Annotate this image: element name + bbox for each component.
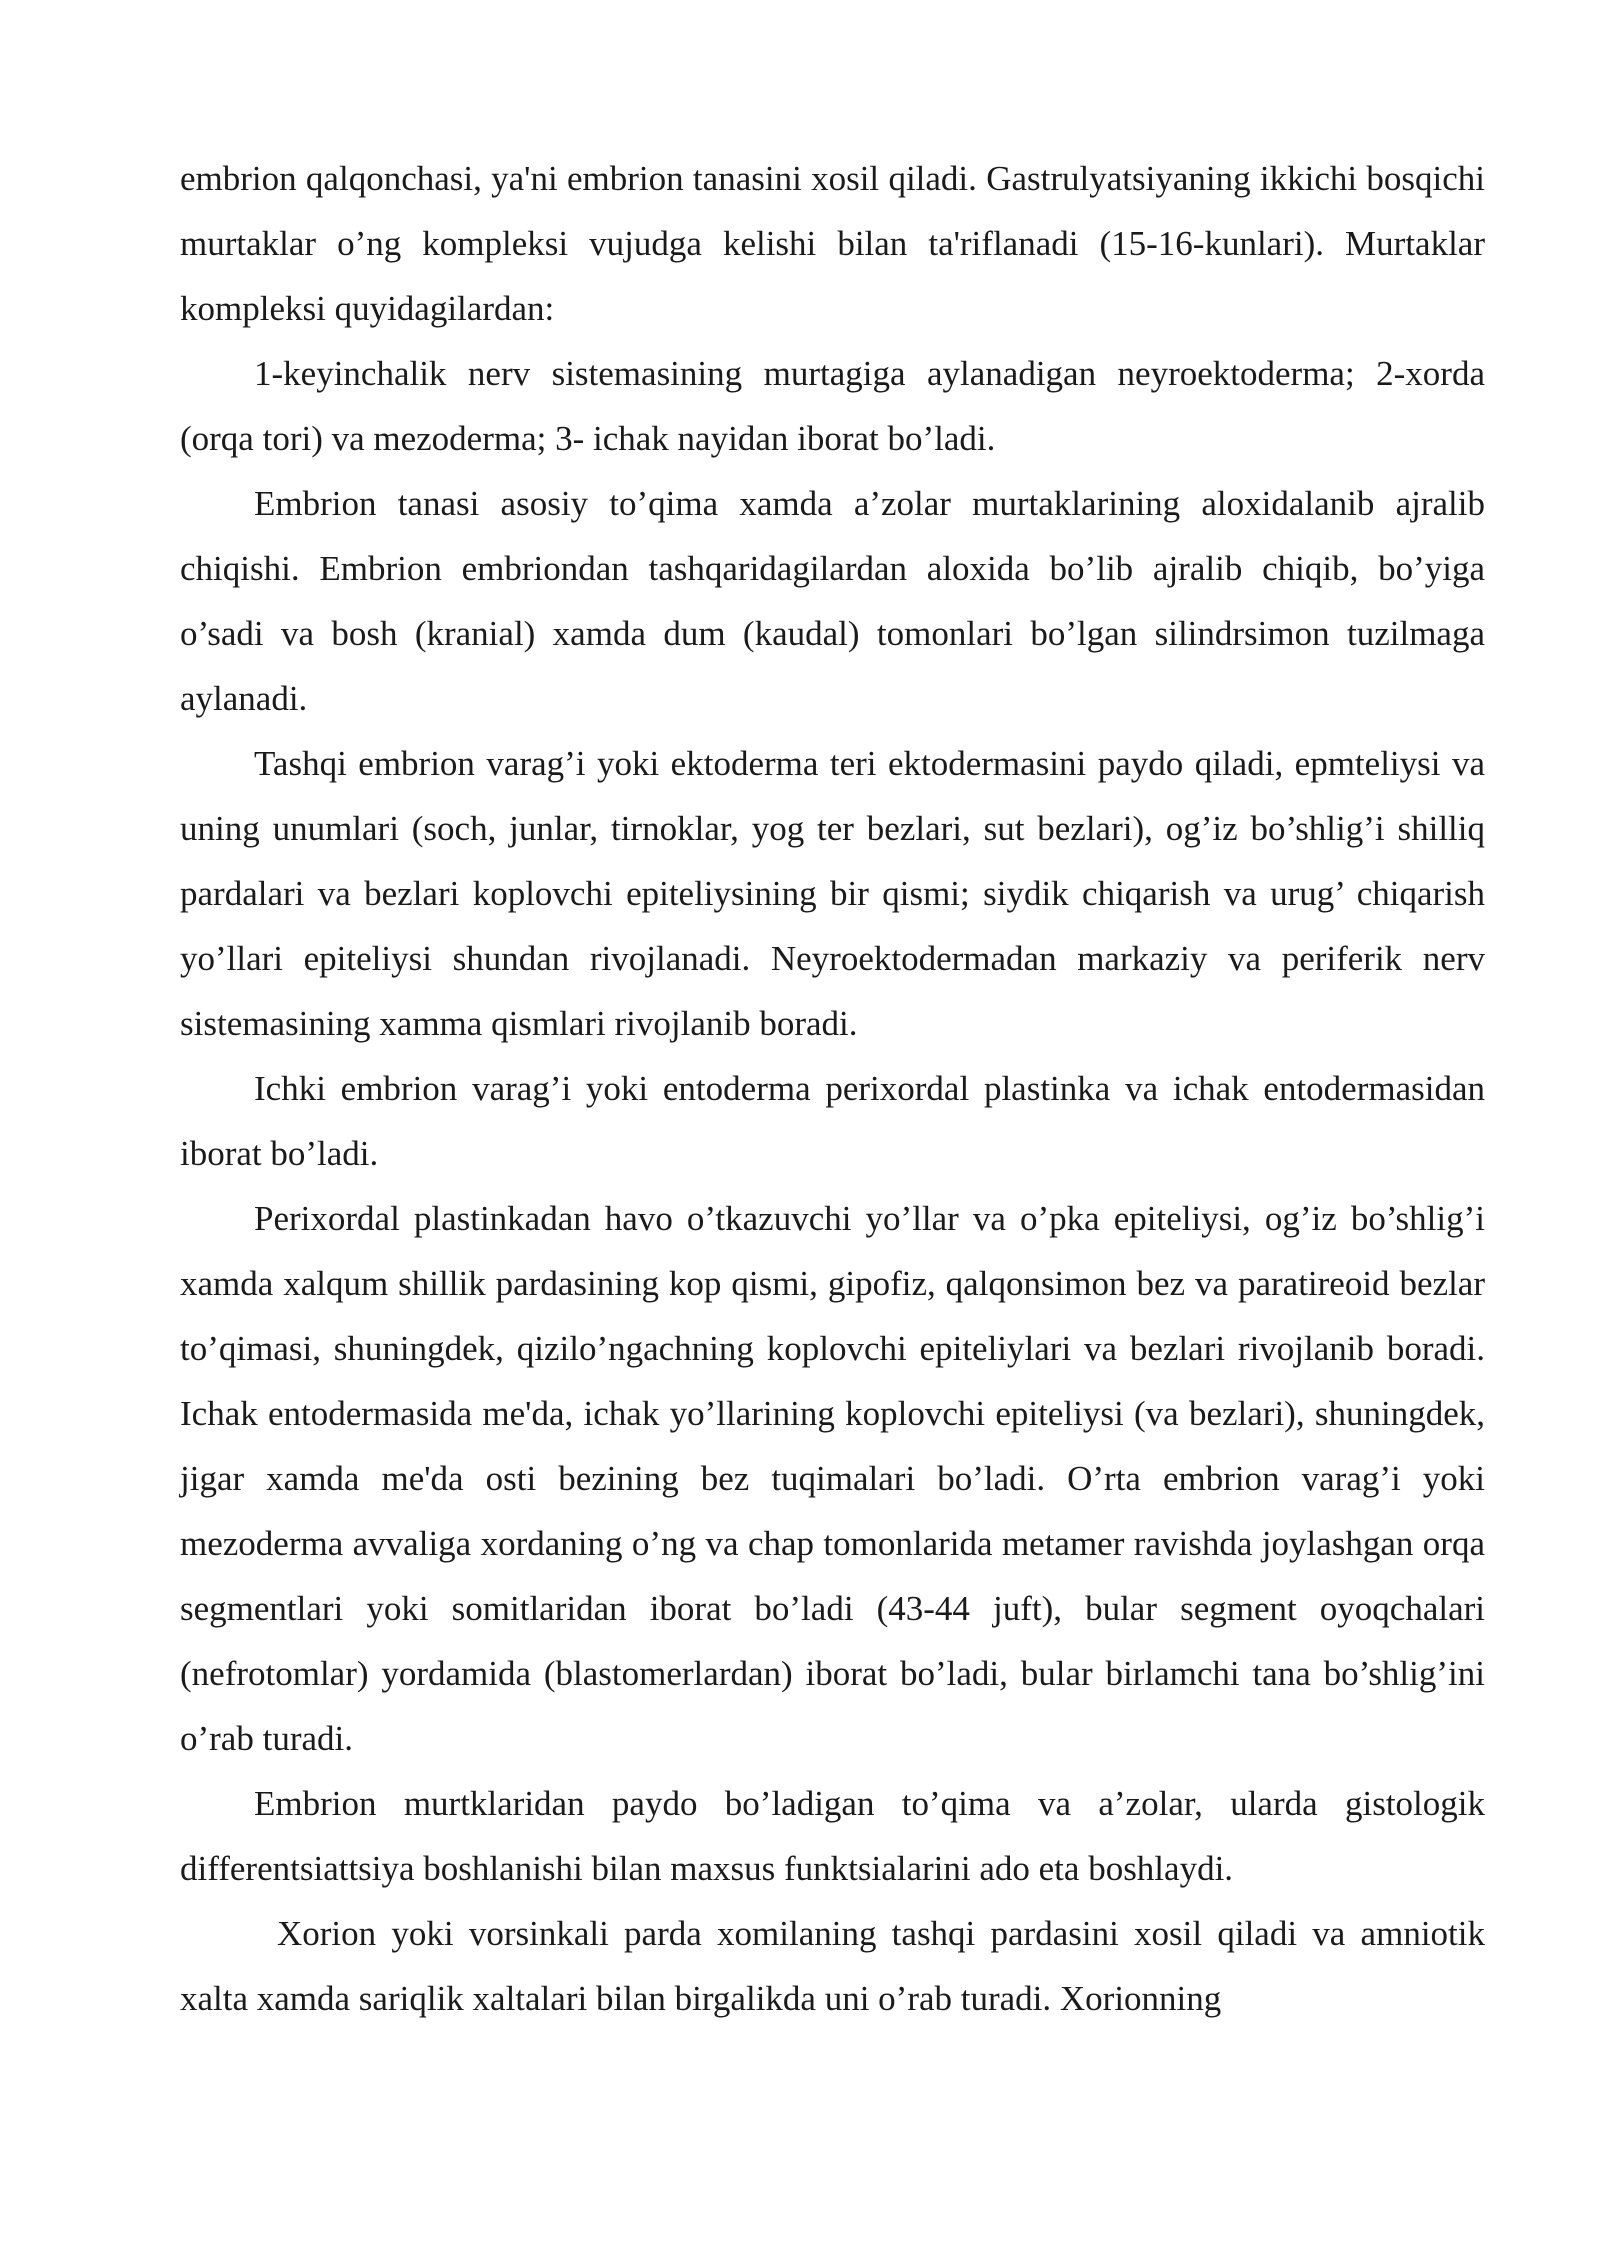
paragraph-4: Tashqi embrion varag’i yoki ektoderma teri ektodermasini paydo qiladi, epmteliysi va uning unumlari (soch, junlar, tirnoklar, yog ter bezlari, sut bezlari), og’iz bo’shlig’i shilliq pardalari va bezlari koplovchi epiteliysining bir qismi; siydik chiqarish va urug’ chiqarish yo’llari epiteliysi shundan rivojlanadi. Neyroektodermadan markaziy va periferik nerv sistemasining xamma qismlari rivojlanib boradi.: [180, 744, 1485, 1043]
body-text: [180, 146, 1485, 2031]
paragraph-5: Ichki embrion varag’i yoki entoderma perixordal plastinka va ichak entodermasidan iborat bo’ladi.: [180, 1069, 1485, 1173]
paragraph-3: Embrion tanasi asosiy to’qima xamda a’zolar murtaklarining aloxidalanib ajralib chiqishi. Embrion embriondan tashqaridagilardan aloxida bo’lib ajralib chiqib, bo’yiga o’sadi va bosh (kranial) xamda dum (kaudal) tomonlari bo’lgan silindrsimon tuzilmaga aylanadi.: [180, 484, 1485, 718]
paragraph-8: Xorion yoki vorsinkali parda xomilaning tashqi pardasini xosil qiladi va amniotik xalta xamda sariqlik xaltalari bilan birgalikda uni o’rab turadi. Xorionning: [180, 1914, 1485, 2018]
paragraph-6: Perixordal plastinkadan havo o’tkazuvchi yo’llar va o’pka epiteliysi, og’iz bo’shlig’i xamda xalqum shillik pardasining kop qismi, gipofiz, qalqonsimon bez va paratireoid bezlar to’qimasi, shuningdek, qizilo’ngachning koplovchi epiteliylari va bezlari rivojlanib boradi. Ichak entodermasida me'da, ichak yo’llarining koplovchi epiteliysi (va bezlari), shuningdek, jigar xamda me'da osti bezining bez tuqimalari bo’ladi. O’rta embrion varag’i yoki mezoderma avvaliga xordaning o’ng va chap tomonlarida metamer ravishda joylashgan orqa segmentlari yoki somitlaridan iborat bo’ladi (43-44 juft), bular segment oyoqchalari (nefrotomlar) yordamida (blastomerlardan) iborat bo’ladi, bular birlamchi tana bo’shlig’ini o’rab turadi.: [180, 1199, 1485, 1758]
paragraph-2: 1-keyinchalik nerv sistemasining murtagiga aylanadigan neyroektoderma; 2-xorda (orqa tori) va mezoderma; 3- ichak nayidan iborat bo’ladi.: [180, 354, 1485, 458]
paragraph-1: embrion qalqonchasi, ya'ni embrion tanasini xosil qiladi. Gastrulyatsiyaning ikkichi bosqichi murtaklar o’ng kompleksi vujudga kelishi bilan ta'riflanadi (15-16-kunlari). Murtaklar kompleksi quyidagilardan:: [180, 159, 1485, 328]
paragraph-7: Embrion murtklaridan paydo bo’ladigan to’qima va a’zolar, ularda gistologik differentsiattsiya boshlanishi bilan maxsus funktsialarini ado eta boshlaydi.: [180, 1784, 1485, 1888]
